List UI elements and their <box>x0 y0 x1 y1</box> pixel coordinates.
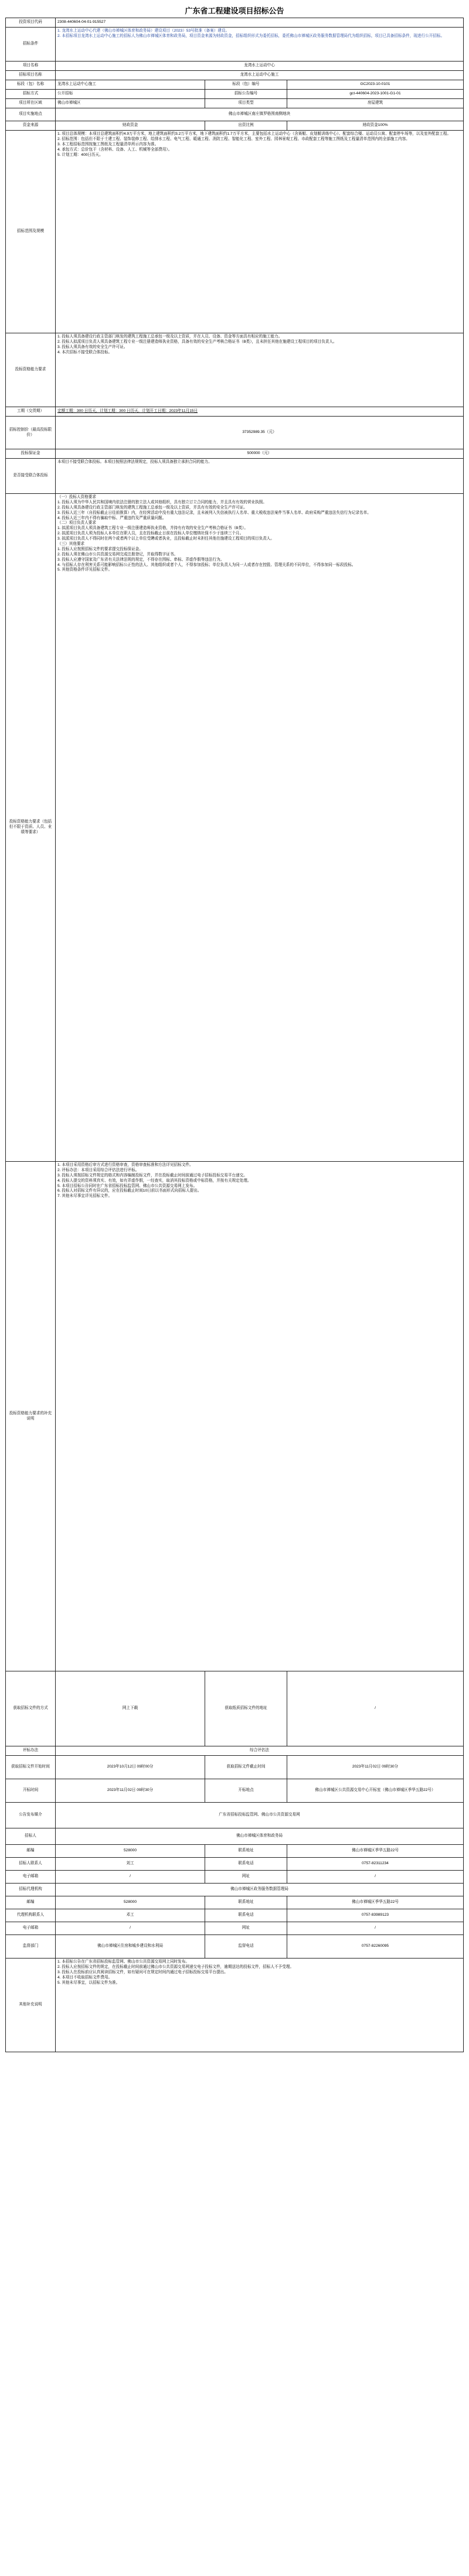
joint-label: 是否接受联合体投标 <box>6 459 56 494</box>
type-value: 房屋建筑 <box>287 99 464 108</box>
remarks-value: 1. 本招标公告在广东省招标投标监管网、佛山市公共资源交易网上同时发布。 2. 投标人应按招标文件的规定，在投标截止时间前通过佛山市公共资源交易网递交电子投标文件，逾期送达的投标文件，招标人不予受理。 3. 投标人在投标前应认真阅读招标文件，如有疑问可在规定时间内通过电子招标投标交易平台提出。 4. 本项目不收取招标文件费用。 5. 其他未尽事宜，以招标文件为准。 <box>56 1959 464 2052</box>
t-phone-value: 0757-82311234 <box>287 1858 464 1871</box>
bid-open-value: 2023年11月02日 09时30分 <box>56 1779 205 1803</box>
funds-label: 资金来源 <box>6 121 56 131</box>
publish-label: 公告发布媒介 <box>6 1803 56 1828</box>
area-value: 佛山市禅城区 <box>56 99 205 108</box>
project-name-value: 龙湾水上运动中心 <box>56 62 464 71</box>
a-addr-label: 联系地址 <box>205 1896 287 1909</box>
doc-method-value: 网上下载 <box>56 1671 205 1746</box>
a-person-value: 邓工 <box>56 1909 205 1922</box>
project-name-label: 项目名称 <box>6 62 56 71</box>
section-code-label: 标段（包）编号 <box>205 80 287 90</box>
evaluation-label: 投标资格能力要求的补充说明 <box>6 1162 56 1671</box>
t-person-label: 招标人联系人 <box>6 1858 56 1871</box>
publish-value: 广东省招标投标监管网、佛山市公共资源交易网 <box>56 1803 464 1828</box>
bid-place-value: 佛山市禅城区公共资源交易中心开标室（佛山市禅城区季华五路22号） <box>287 1779 464 1803</box>
bidder-value: 1. 投标人须具备建设行政主管部门核发的建筑工程施工总承包一级及以上资质，并在人员、设备、资金等方面具有相应的施工能力。 2. 投标人拟派项目负责人须具备建筑工程专业一级注册建造师执业资格，具备有效的安全生产考核合格证书（B类），且未担任其他在施建设工程项目的项目负责人。 3. 投标人须具备有效的安全生产许可证。 4. 本次招标不接受联合体投标。 <box>56 333 464 407</box>
notice-table <box>5 18 464 2052</box>
bidder-label: 投标资格能力要求 <box>6 333 56 407</box>
project-code-label: 投资项目代码 <box>6 18 56 28</box>
doc-end-label: 获取招标文件截止时间 <box>205 1756 287 1779</box>
duration-label: 工期（交货期） <box>6 407 56 417</box>
a-zip-label: 邮编 <box>6 1896 56 1909</box>
t-person-value: 刘工 <box>56 1858 205 1871</box>
qual-detail-label: 投标资格能力要求（包括但不限于资质、人员、业绩等要求） <box>6 494 56 1162</box>
doc-start-label: 获取招标文件开始时间 <box>6 1756 56 1779</box>
ratio-label: 出资比例 <box>205 121 287 131</box>
method-value: 公开招标 <box>56 90 205 99</box>
paper-doc-value: / <box>287 1671 464 1746</box>
agency-value: 佛山市禅城区政务服务数据管理局 <box>56 1884 464 1896</box>
supervise-value: 佛山市禅城区住房和城乡建设和水利局 <box>56 1935 205 1959</box>
project-code-value: 2308-440604-04-01-915527 <box>56 18 464 28</box>
supervise-phone-value: 0757-82260095 <box>287 1935 464 1959</box>
a-email-label: 电子邮箱 <box>6 1922 56 1935</box>
ratio-value: 财政资金100% <box>287 121 464 131</box>
t-addr-label: 联系地址 <box>205 1845 287 1858</box>
conditions-label: 招标条件 <box>6 28 56 62</box>
doc-end-value: 2023年11月02日 09时30分 <box>287 1756 464 1779</box>
tenderer-value: 佛山市禅城区体育和政务局 <box>56 1828 464 1845</box>
paper-doc-label: 获取纸质招标文件的地址 <box>205 1671 287 1746</box>
t-phone-label: 联系电话 <box>205 1858 287 1871</box>
type-label: 项目类型 <box>205 99 287 108</box>
conditions-value: 1. 龙湾水上运动中心代建（佛山市禅城区体育和政务局）建设项目（2023）53号批准（备案）建设。 2. 本招标项目龙湾水上运动中心施工的招标人为佛山市禅城区体育和政务局，项目资金来源为财政资金，招标组织形式为委托招标，委托佛山市禅城区政务服务数据管理局代为组织招标，项目已具备招标条件，现进行公开招标。 <box>56 28 464 62</box>
t-email-label: 电子邮箱 <box>6 1871 56 1884</box>
doc-start-value: 2023年10月12日 09时00分 <box>56 1756 205 1779</box>
scale-label: 招标范围及规模 <box>6 131 56 333</box>
t-web-value: / <box>287 1871 464 1884</box>
supervise-label: 监督部门 <box>6 1935 56 1959</box>
a-phone-value: 0757-83989123 <box>287 1909 464 1922</box>
location-value: 佛山市禅城区南庄镇罗格围南侧地块 <box>56 108 464 121</box>
section-value: 龙湾水上运动中心施工 <box>56 80 205 90</box>
duration-value: 定额工期：300 日历天，计划工期：300 日历天，计划开工日期：2023年11月15日 <box>56 407 464 417</box>
agency-label: 招标代理机构 <box>6 1884 56 1896</box>
a-web-value: / <box>287 1922 464 1935</box>
a-person-label: 代理机构联系人 <box>6 1909 56 1922</box>
section-label: 标段（包）名称 <box>6 80 56 90</box>
a-zip-value: 528000 <box>56 1896 205 1909</box>
t-zip-value: 528000 <box>56 1845 205 1858</box>
area-label: 项目所在区域 <box>6 99 56 108</box>
notice-no-label: 招标公告编号 <box>205 90 287 99</box>
evaluation-value: 1. 本项目采用资格后审方式进行资格审查，资格审查标准和方法详见招标文件。 2. 评标办法：本项目采用综合评估法进行评标。 3. 投标人须按招标文件规定的格式和内容编制投标文件，并在投标截止时间前通过电子招标投标交易平台递交。 4. 投标人提交的资料须真实、有效，如有弄虚作假，一经查实，取消其投标资格或中标资格，并按有关规定处理。 5. 本项目招标公告同时在广东省招标投标监管网、佛山市公共资源交易网上发布。 6. 投标人对招标文件有异议的，应在投标截止时间10日前以书面形式向招标人提出。 7. 其他未尽事宜详见招标文件。 <box>56 1162 464 1671</box>
tender-name-label: 招标项目名称 <box>6 71 56 80</box>
t-email-value: / <box>56 1871 205 1884</box>
notice-no-value: gct-440604-2023-1001-G1-01 <box>287 90 464 99</box>
supervise-phone-label: 监督电话 <box>205 1935 287 1959</box>
method-label: 招标方式 <box>6 90 56 99</box>
section-code-value: GC2023-10-0101 <box>287 80 464 90</box>
location-label: 项目实施地点 <box>6 108 56 121</box>
a-web-label: 网址 <box>205 1922 287 1935</box>
t-addr-value: 佛山市禅城区季华五路22号 <box>287 1845 464 1858</box>
a-email-value: / <box>56 1922 205 1935</box>
deposit-value: 500000（元） <box>56 449 464 459</box>
funds-value: 财政资金 <box>56 121 205 131</box>
page-title: 广东省工程建设项目招标公告 <box>185 7 284 16</box>
scale-value: 1. 项目总体规模：本项目总建筑面积约4.9万平方米，地上建筑面积约3.2万平方米，地下建筑面积约1.7万平方米，主要包括水上运动中心（含赛艇、皮划艇训练中心）、配套综合楼、运动员公寓、配套停车场等，以及室外配套工程。 2. 招标范围：包括但不限于土建工程、装饰装修工程、给排水工程、电气工程、暖通工程、消防工程、智能化工程、室外工程、园林景观工程、市政配套工程等施工图纸及工程量清单范围内的全部施工内容。 3. 本工程招标范围按施工图纸及工程量清单所示内容为准。 4. 承包方式：总价包干（含材料、设备、人工、机械等全部费用）。 5. 计划工期：400日历天。 <box>56 131 464 333</box>
deposit-label: 投标保证金 <box>6 449 56 459</box>
qual-detail-value: （一）投标人资格要求 1. 投标人须为中华人民共和国境内依法注册的独立法人或其他组织，具有独立订立合同的能力，并且具有有效的营业执照。 2. 投标人须具备建设行政主管部门核发的建筑工程施工总承包一级及以上资质，并具有有效的安全生产许可证。 3. 投标人近三年（自投标截止日往前推算）内，在经营活动中没有重大违法记录，且未被列入失信被执行人名单、重大税收违法案件当事人名单、政府采购严重违法失信行为记录名单。 4. 投标人近三年内不得有骗取中标、严重违约及严重质量问题。 （二）项目负责人要求 1. 拟派项目负责人须具备建筑工程专业一级注册建造师执业资格，并持有有效的安全生产考核合格证书（B类）。 2. 拟派项目负责人须为投标人本单位在职人员，且在投标截止日前在投标人单位缴纳社保不少于连续三个月。 3. 拟派项目负责人不得同时在两个或者两个以上单位受聘或者执业，且投标截止时未担任其他在施建设工程项目的项目负责人。 （三）其他要求 1. 投标人应按照招标文件的要求提交投标保证金。 2. 投标人须在佛山市公共资源交易网完成注册登记，并取得数字证书。 3. 投标人应遵守国家及广东省有关法律法规的规定，不得存在围标、串标、弄虚作假等违法行为。 4. 与招标人存在利害关系可能影响招标公正性的法人、其他组织或者个人，不得参加投标；单位负责人为同一人或者存在控股、管理关系的不同单位，不得参加同一标段投标。 5. 其他资格条件详见招标文件。 <box>56 494 464 1162</box>
t-zip-label: 邮编 <box>6 1845 56 1858</box>
bid-place-label: 开标地点 <box>205 1779 287 1803</box>
tenderer-label: 招标人 <box>6 1828 56 1845</box>
tender-name-value: 龙湾水上运动中心施工 <box>56 71 464 80</box>
bid-method-value: 综合评估法 <box>56 1746 464 1756</box>
limit-label: 招标控制价（最高投标限价） <box>6 417 56 449</box>
t-web-label: 网址 <box>205 1871 287 1884</box>
limit-value: 37352989.35（元） <box>56 417 464 449</box>
a-phone-label: 联系电话 <box>205 1909 287 1922</box>
remarks-label: 其他补充说明 <box>6 1959 56 2052</box>
a-addr-value: 佛山市禅城区季华五路22号 <box>287 1896 464 1909</box>
joint-value: 本项目不接受联合体投标。本项目按照法律法规规定，投标人须具备独立承担合同的能力。 <box>56 459 464 494</box>
bid-open-label: 开标时间 <box>6 1779 56 1803</box>
bid-method-label: 评标办法 <box>6 1746 56 1756</box>
doc-method-label: 获取招标文件的方式 <box>6 1671 56 1746</box>
